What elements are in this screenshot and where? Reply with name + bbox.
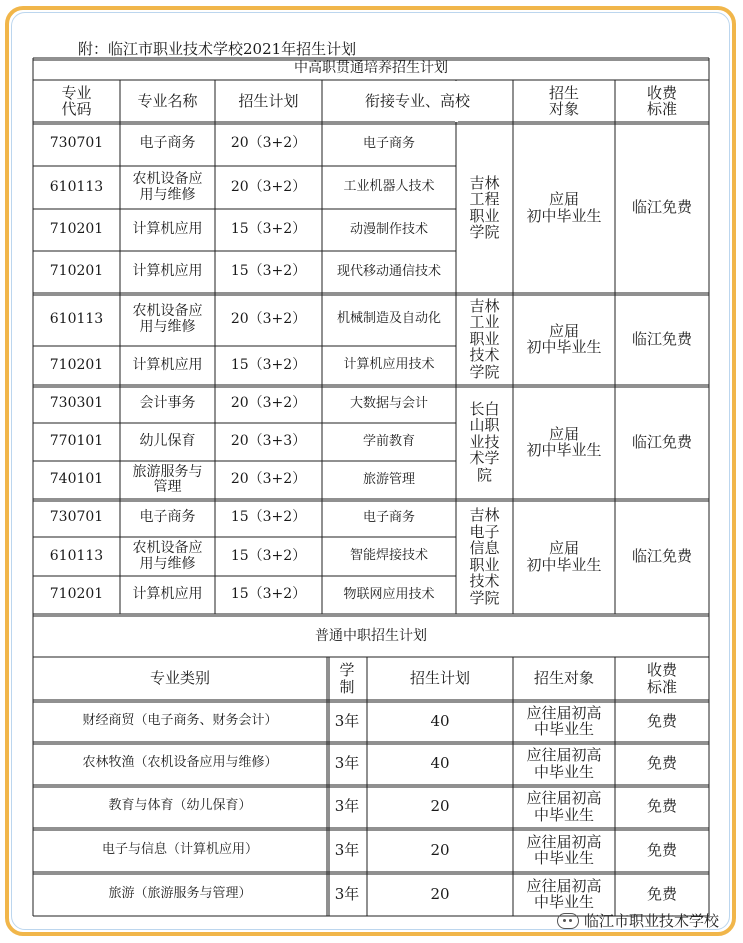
partner-school-cell: 长白 山职 业技 术学 院 xyxy=(469,399,500,484)
table-cell: 15（3+2） xyxy=(230,547,307,564)
table-cell: 智能焊接技术 xyxy=(349,548,428,564)
table-cell: 20 xyxy=(430,884,450,903)
watermark xyxy=(557,910,719,931)
target-cell: 应届 初中毕业生 xyxy=(526,190,602,225)
table-cell: 40 xyxy=(430,711,450,730)
fee-cell: 临江免费 xyxy=(631,198,692,217)
table-cell: 电子商务 xyxy=(139,509,196,526)
table-cell: 730301 xyxy=(49,395,104,412)
table-cell: 610113 xyxy=(49,178,104,195)
table-cell: 机械制造及自动化 xyxy=(336,311,441,327)
table-cell: 20 xyxy=(430,797,450,816)
table-cell: 20（3+2） xyxy=(230,178,307,195)
header-cell: 招生计划 xyxy=(238,91,299,110)
table-cell: 动漫制作技术 xyxy=(349,221,428,237)
table-cell: 旅游服务与 管理 xyxy=(132,463,203,495)
header-cell: 收费 标准 xyxy=(646,83,677,118)
table-cell: 工业机器人技术 xyxy=(343,179,435,195)
table-cell: 应往届初高 中毕业生 xyxy=(526,876,602,911)
table-cell: 3年 xyxy=(334,754,360,773)
table-cell: 15（3+2） xyxy=(230,509,307,526)
page-title: 附：临江市职业技术学校2021年招生计划 xyxy=(78,40,357,58)
table-cell: 20 xyxy=(430,840,450,859)
table-cell: 电子商务 xyxy=(139,135,196,152)
table-cell: 免费 xyxy=(646,711,677,730)
table-cell: 计算机应用 xyxy=(132,263,203,280)
table-cell: 710201 xyxy=(49,586,104,603)
table-cell: 610113 xyxy=(49,310,104,327)
table-cell: 770101 xyxy=(49,433,104,450)
table-cell: 15（3+2） xyxy=(230,221,307,238)
watermark-text: 临江市职业技术学校 xyxy=(583,912,719,930)
target-cell: 应届 初中毕业生 xyxy=(526,424,602,459)
header-cell: 招生计划 xyxy=(409,669,470,688)
table-cell: 农机设备应 用与维修 xyxy=(132,303,203,335)
table-cell: 15（3+2） xyxy=(230,356,307,373)
target-cell: 应届 初中毕业生 xyxy=(526,539,602,574)
table-cell: 财经商贸（电子商务、财务会计） xyxy=(82,712,278,728)
table-cell: 730701 xyxy=(49,509,104,526)
table-cell: 3年 xyxy=(334,711,360,730)
table-cell: 710201 xyxy=(49,356,104,373)
header-cell: 招生 对象 xyxy=(548,83,579,118)
table-cell: 幼儿保育 xyxy=(139,433,196,450)
table-cell: 计算机应用 xyxy=(132,586,203,603)
header-cell: 专业名称 xyxy=(137,91,198,110)
target-cell: 应届 初中毕业生 xyxy=(526,321,602,356)
table-cell: 电子与信息（计算机应用） xyxy=(101,841,258,857)
table-cell: 计算机应用 xyxy=(132,221,203,238)
partner-school-cell: 吉林 工程 职业 学院 xyxy=(469,173,500,241)
table-cell: 农林牧渔（农机设备应用与维修） xyxy=(82,755,278,771)
table-cell: 旅游管理 xyxy=(362,471,415,487)
table-cell: 计算机应用技术 xyxy=(343,357,435,373)
table-cell: 710201 xyxy=(49,221,104,238)
section-title-joint-program: 中高职贯通培养招生计划 xyxy=(294,60,448,77)
header-cell: 专业类别 xyxy=(149,669,210,688)
table-cell: 现代移动通信技术 xyxy=(336,263,441,279)
fee-cell: 临江免费 xyxy=(631,547,692,566)
table-cell: 农机设备应 用与维修 xyxy=(132,540,203,572)
table-cell: 会计事务 xyxy=(139,395,196,412)
header-cell: 学 制 xyxy=(339,661,355,696)
table-cell: 3年 xyxy=(334,884,360,903)
table-cell: 教育与体育（幼儿保育） xyxy=(108,798,252,814)
fee-cell: 临江免费 xyxy=(631,329,692,348)
table-cell: 3年 xyxy=(334,840,360,859)
table-cell: 免费 xyxy=(646,884,677,903)
table-cell: 15（3+2） xyxy=(230,263,307,280)
fee-cell: 临江免费 xyxy=(631,432,692,451)
table-cell: 15（3+2） xyxy=(230,586,307,603)
table-cell: 20（3+2） xyxy=(230,395,307,412)
header-cell: 招生对象 xyxy=(533,669,594,688)
table-cell: 730701 xyxy=(49,135,104,152)
header-cell: 衔接专业、高校 xyxy=(364,91,470,110)
table-cell: 计算机应用 xyxy=(132,356,203,373)
table-cell: 20（3+2） xyxy=(230,310,307,327)
table-cell: 旅游（旅游服务与管理） xyxy=(108,885,252,901)
table-cell: 3年 xyxy=(334,797,360,816)
table-cell: 应往届初高 中毕业生 xyxy=(526,746,602,781)
table-cell: 710201 xyxy=(49,263,104,280)
table-cell: 610113 xyxy=(49,547,104,564)
table-cell: 20（3+3） xyxy=(230,433,307,450)
section-title-general-program: 普通中职招生计划 xyxy=(315,627,427,644)
table-cell: 大数据与会计 xyxy=(349,395,428,411)
table-cell: 农机设备应 用与维修 xyxy=(132,171,203,203)
partner-school-cell: 吉林 电子 信息 职业 技术 学院 xyxy=(469,506,500,607)
table-cell: 免费 xyxy=(646,797,677,816)
table-cell: 免费 xyxy=(646,840,677,859)
table-cell: 免费 xyxy=(646,754,677,773)
table-cell: 20（3+2） xyxy=(230,135,307,152)
table-cell: 电子商务 xyxy=(362,509,415,525)
table-cell: 740101 xyxy=(49,471,104,488)
table-cell: 学前教育 xyxy=(362,433,415,449)
table-cell: 20（3+2） xyxy=(230,471,307,488)
header-cell: 收费 标准 xyxy=(646,661,677,696)
table-cell: 应往届初高 中毕业生 xyxy=(526,789,602,824)
table-cell: 电子商务 xyxy=(362,135,415,151)
table-cell: 应往届初高 中毕业生 xyxy=(526,703,602,738)
table-cell: 40 xyxy=(430,754,450,773)
wechat-icon xyxy=(557,913,579,929)
partner-school-cell: 吉林 工业 职业 技术 学院 xyxy=(469,296,500,381)
table-cell: 应往届初高 中毕业生 xyxy=(526,832,602,867)
header-cell: 专业 代码 xyxy=(61,83,92,118)
table-cell: 物联网应用技术 xyxy=(343,586,435,602)
